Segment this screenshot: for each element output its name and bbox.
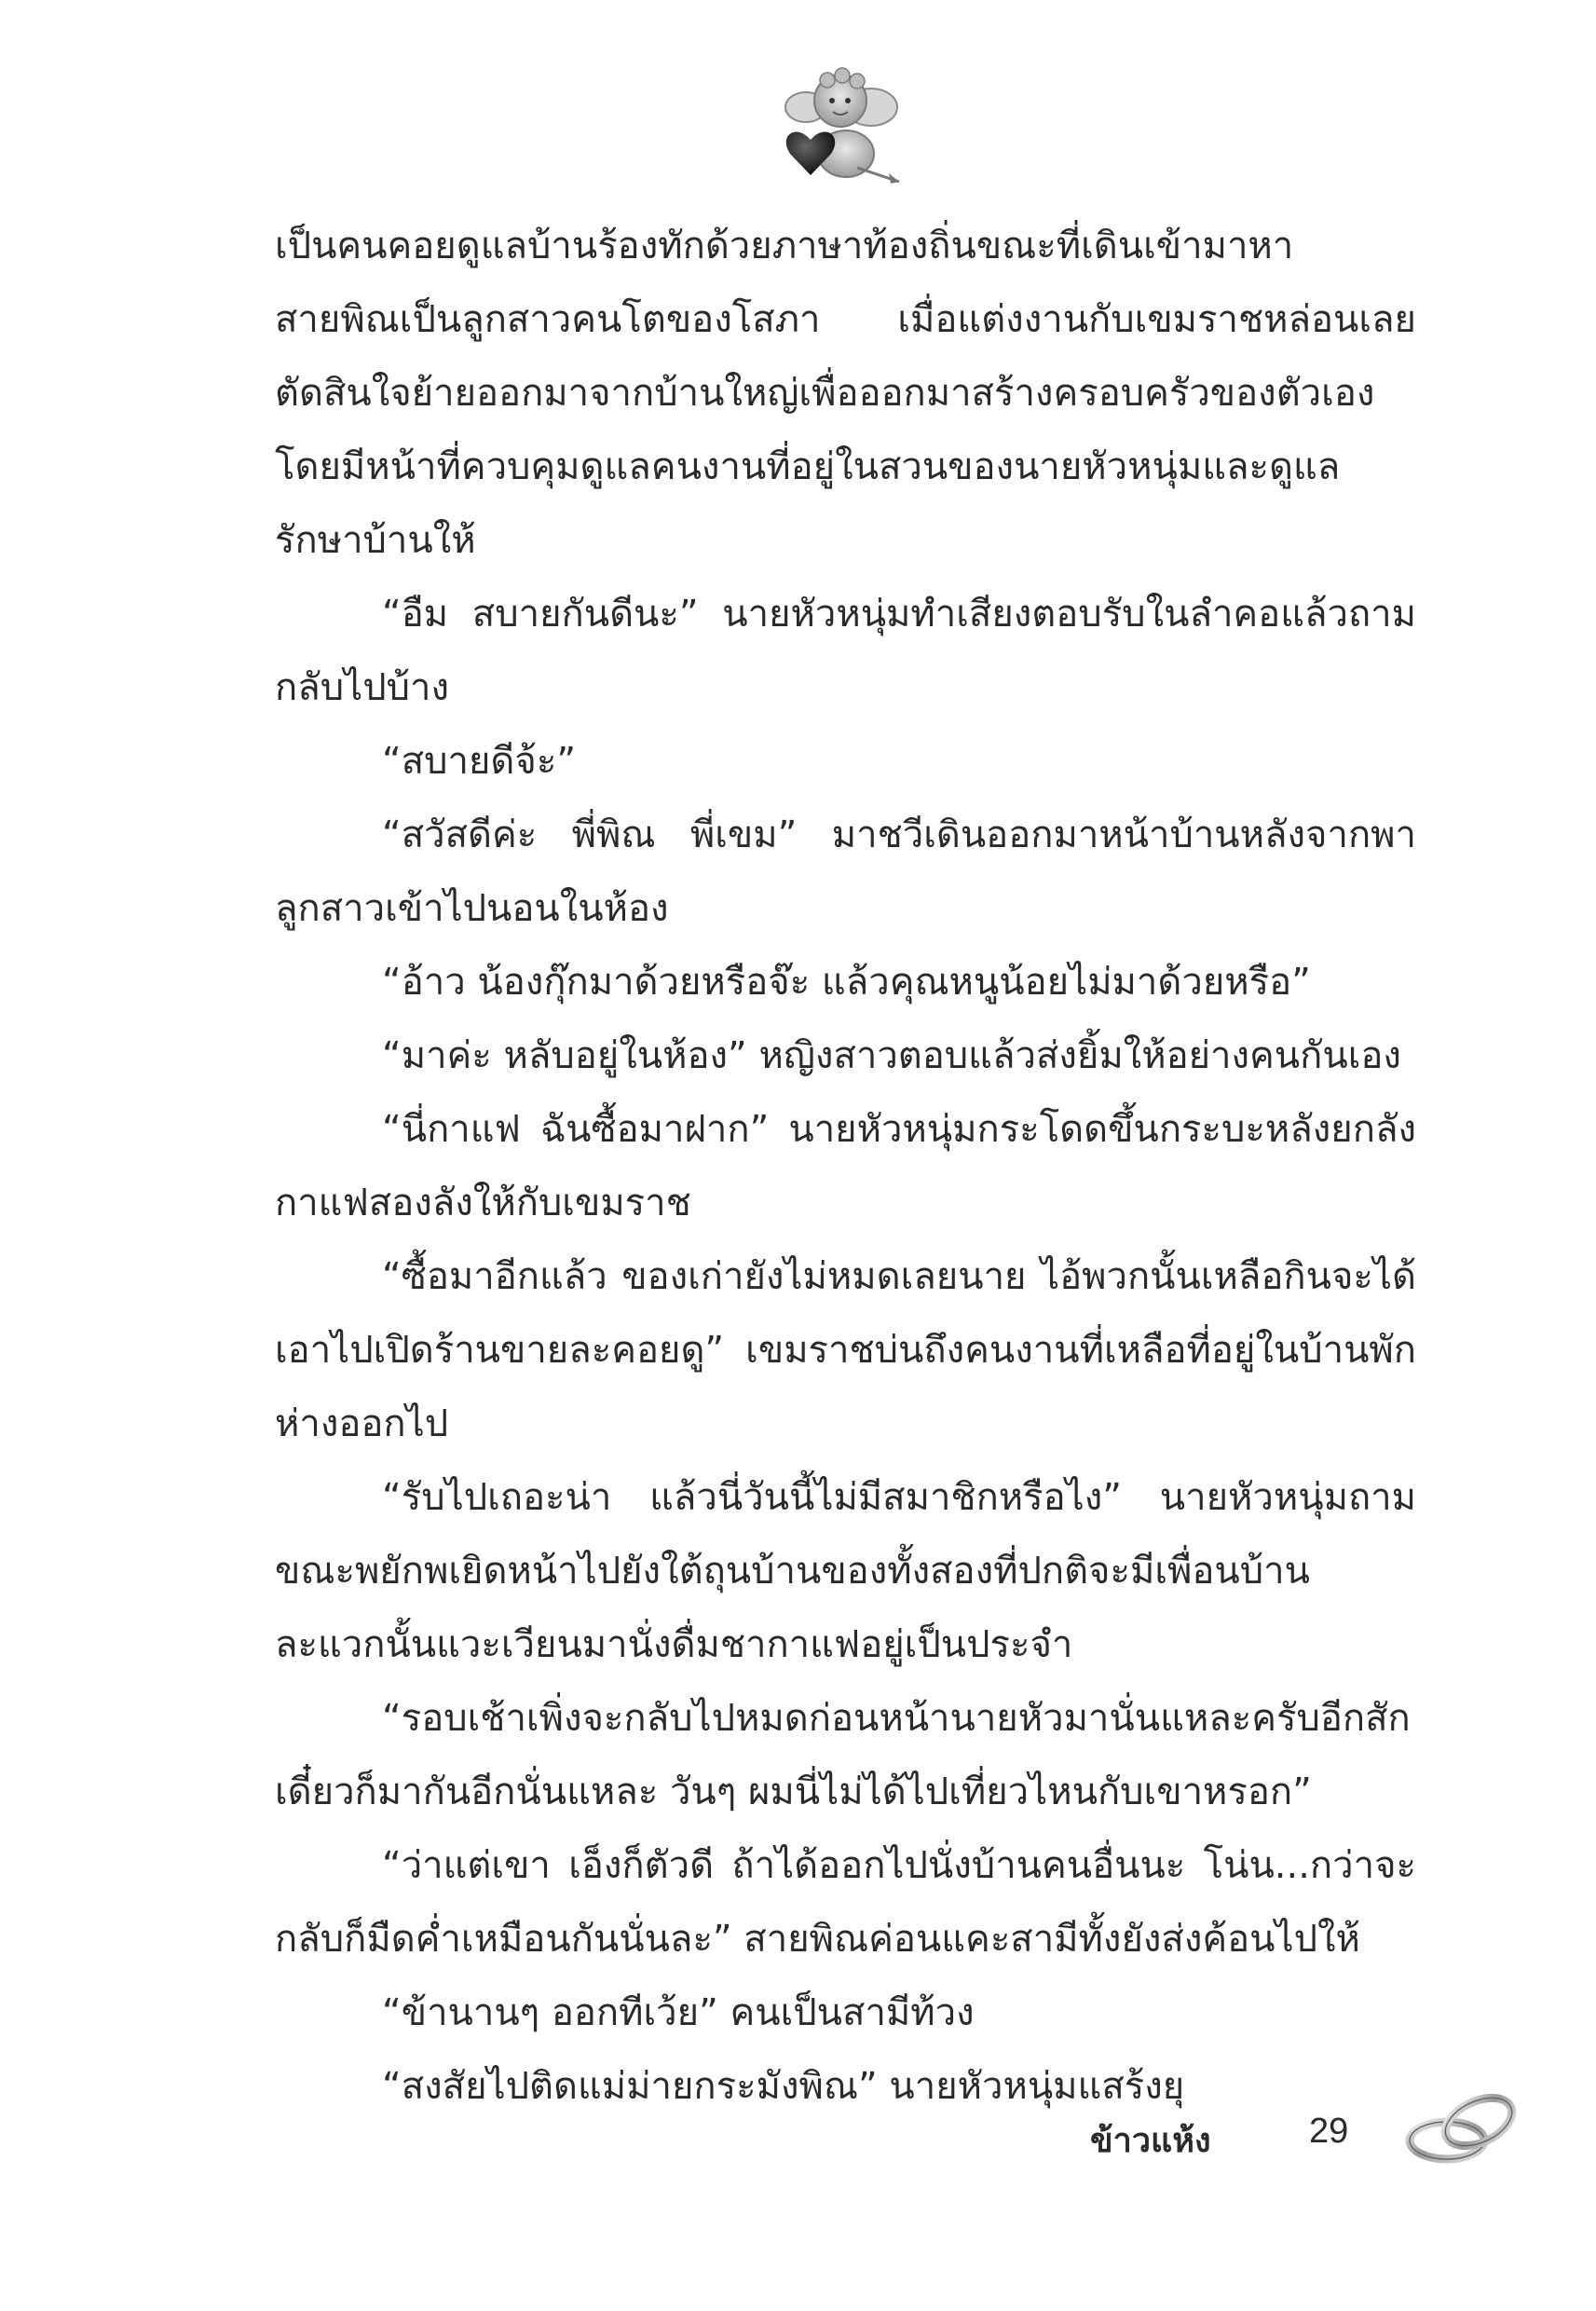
paragraph-13: “ข้านานๆ ออกทีเว้ย” คนเป็นสามีท้วง bbox=[382, 1991, 975, 2034]
page-number: 29 bbox=[1309, 2112, 1349, 2151]
paragraph-5: “สวัสดีค่ะ พี่พิณ พี่เขม” มาชวีเดินออกมาหน้าบ้านหลังจากพาลูกสาวเข้าไปนอนในห้อง bbox=[275, 814, 1416, 930]
paragraph-3: “อืม สบายกันดีนะ” นายหัวหนุ่มทำเสียงตอบรับในลำคอแล้วถามกลับไปบ้าง bbox=[275, 593, 1416, 709]
book-title: ข้าวแห้ง bbox=[1090, 2122, 1211, 2160]
paragraph-1: เป็นคนคอยดูแลบ้านร้องทักด้วยภาษาท้องถิ่นขณะที่เดินเข้ามาหา bbox=[275, 225, 1294, 267]
paragraph-7: “มาค่ะ หลับอยู่ในห้อง” หญิงสาวตอบแล้วส่งยิ้มให้อย่างคนกันเอง bbox=[382, 1034, 1401, 1077]
paragraph-11: “รอบเช้าเพิ่งจะกลับไปหมดก่อนหน้านายหัวมานั่นแหละครับอีกสักเดี๋ยวก็มากันอีกนั่นแหละ วันๆ ผมนี่ไม่ได้ไปเที่ยวไหนกับเขาหรอก” bbox=[275, 1697, 1411, 1813]
paragraph-14: “สงสัยไปติดแม่ม่ายกระมังพิณ” นายหัวหนุ่มแสร้งยุ bbox=[382, 2065, 1185, 2108]
paragraph-10: “รับไปเถอะน่า แล้วนี่วันนี้ไม่มีสมาชิกหรือไง” นายหัวหนุ่มถามขณะพยักพเยิดหน้าไปยังใต้ถุนบ้านของทั้งสองที่ปกติจะมีเพื่อนบ้านละแวกนั้นแวะเวียนมานั่งดื่มชากาแฟอยู่เป็นประจำ bbox=[275, 1476, 1416, 1666]
paragraph-9: “ซื้อมาอีกแล้ว ของเก่ายังไม่หมดเลยนาย ไอ้พวกนั้นเหลือกินจะได้เอาไปเปิดร้านขายละคอยดู” เขมราชบ่นถึงคนงานที่เหลือที่อยู่ในบ้านพักห่างออกไป bbox=[275, 1255, 1416, 1445]
paragraph-4: “สบายดีจ้ะ” bbox=[382, 740, 577, 783]
paragraph-6: “อ้าว น้องกุ๊กมาด้วยหรือจ๊ะ แล้วคุณหนูน้อยไม่มาด้วยหรือ” bbox=[382, 961, 1311, 1004]
paragraph-2: สายพิณเป็นลูกสาวคนโตของโสภา เมื่อแต่งงานกับเขมราชหล่อนเลยตัดสินใจย้ายออกมาจากบ้านใหญ่เพื่อออกมาสร้างครอบครัวของตัวเองโดยมีหน้าที่ควบคุมดูแลคนงานที่อยู่ในสวนของนายหัวหนุ่มและดูแลรักษาบ้านให้ bbox=[275, 298, 1416, 562]
paragraph-12: “ว่าแต่เขา เอ็งก็ตัวดี ถ้าได้ออกไปนั่งบ้านคนอื่นนะ โน่น...กว่าจะกลับก็มืดค่ำเหมือนกันนั่นละ” สายพิณค่อนแคะสามีทั้งยังส่งค้อนไปให้ bbox=[275, 1844, 1416, 1961]
cupid-with-heart-icon bbox=[773, 65, 904, 186]
page-footer bbox=[1090, 2097, 1425, 2181]
wedding-rings-icon bbox=[1402, 2083, 1523, 2176]
paragraph-8: “นี่กาแฟ ฉันซื้อมาฝาก” นายหัวหนุ่มกระโดดขึ้นกระบะหลังยกลังกาแฟสองลังให้กับเขมราช bbox=[275, 1108, 1416, 1224]
story-text bbox=[275, 210, 1416, 2124]
